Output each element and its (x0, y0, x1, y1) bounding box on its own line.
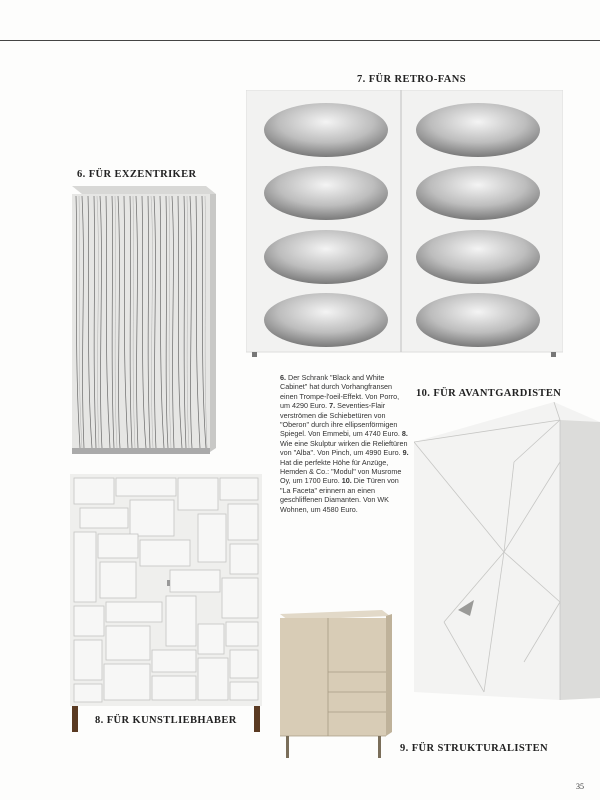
faceted-cabinet-image (414, 402, 600, 702)
description-6: Der Schrank "Black and White Cabinet" hat durch Vorhangfransen einen Trompe-l'oeil-Effekt. Von Porro, um 4290 Euro. (280, 373, 400, 411)
caption-retro-fans: 7. FÜR RETRO-FANS (357, 74, 466, 85)
page-number: 35 (576, 782, 584, 791)
relief-cabinet-image (70, 474, 266, 734)
modul-cabinet-image (278, 610, 396, 760)
description-7: Seventies-Flair verströmen die Schiebetüren von "Oberon" durch ihre ellipsenförmigen Spiegel. Von Emmebi, um 4740 Euro. (280, 401, 402, 439)
item-number-8: 8. (401, 429, 408, 439)
description-8: Wie eine Skulptur wirken die Relieftüren von "Alba". Von Pinch, um 4990 Euro. (280, 438, 408, 458)
product-description-text (280, 373, 410, 514)
item-number-6: 6. (280, 373, 286, 382)
caption-kunstliebhaber: 8. FÜR KUNSTLIEBHABER (95, 715, 237, 726)
top-rule (0, 40, 600, 41)
description-10: Die Türen von "La Faceta" erinnern an einen geschliffenen Diamanten. Von WK Wohnen, um 4580 Euro. (280, 476, 399, 514)
caption-strukturalisten: 9. FÜR STRUKTURALISTEN (400, 743, 548, 754)
item-number-7: 7. (329, 401, 336, 411)
item-number-10: 10. (341, 476, 352, 486)
caption-avantgardisten: 10. FÜR AVANTGARDISTEN (416, 388, 562, 399)
retro-cabinet-image (246, 90, 563, 358)
description-9: Hat die perfekte Höhe für Anzüge, Hemden & Co.: "Modul" von Musrome Oy, um 1700 Euro. (280, 457, 402, 486)
caption-exzentriker: 6. FÜR EXZENTRIKER (77, 169, 197, 180)
item-number-9: 9. (402, 448, 409, 458)
fringe-cabinet-image (66, 186, 220, 458)
